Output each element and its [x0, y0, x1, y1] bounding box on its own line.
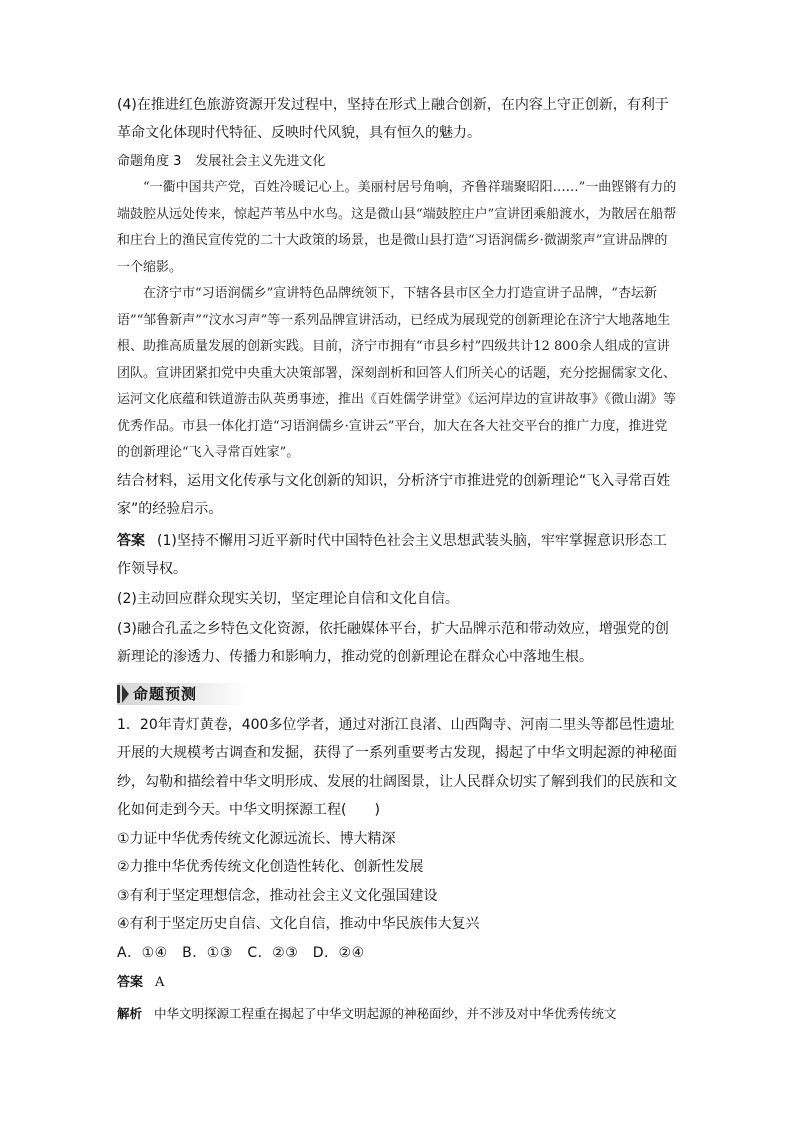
material-paragraph-1: “一衢中国共产党，百姓冷暖记心上。美丽村居号角响，齐鲁祥瑞聚昭阳……”一曲铿锵有力的端鼓腔从远处传来，惊起芦苇丛中水鸟。这是微山县“端鼓腔庄户”宣讲团乘船渡水，为散居在船帮和庄台上的渔民宣传党的二十大政策的场景，也是微山县打造“习语润儒乡·微湖浆声”宣讲品牌的一个缩影。 [117, 180, 677, 275]
question-angle-heading [117, 148, 677, 175]
question-1-analysis [117, 1001, 677, 1027]
answer-item-1 [117, 527, 677, 583]
question-1-option-2: ②力推中华优秀传统文化创造性转化、创新性发展 [117, 859, 424, 875]
answer-label: 答案 [117, 975, 144, 990]
page-content [117, 91, 677, 1027]
analysis-label: 解析 [117, 1006, 143, 1021]
angle-title: 发展社会主义先进文化 [195, 154, 326, 169]
analysis-point-4: (4)在推进红色旅游资源开发过程中，坚持在形式上融合创新，在内容上守正创新，有利于革命文化体现时代特征、反映时代风貌，具有恒久的魅力。 [117, 97, 669, 141]
question-1-choices: A．①④ B．①③ C．②③ D．②④ [117, 944, 365, 961]
section-header [117, 683, 247, 705]
question-1-option-3: ③有利于坚定理想信念，推动社会主义文化强国建设 [117, 887, 438, 904]
answer-item-2: (2)主动回应群众现实关切，坚定理论自信和文化自信。 [117, 590, 459, 607]
section-marker-icon [117, 685, 129, 703]
question-1-option-1: ①力证中华优秀传统文化源远流长、博大精深 [117, 830, 396, 847]
answer-label: 答案 [117, 532, 145, 549]
question-1-option-4: ④有利于坚定历史自信、文化自信，推动中华民族伟大复兴 [117, 916, 480, 932]
question-1-answer [117, 969, 677, 997]
angle-label: 命题角度 3 [117, 154, 182, 169]
question-1-stem: 1．20年青灯黄卷，400多位学者，通过对浙江良渚、山西陶寺、河南二里头等都邑性遗址开展的大规模考古调查和发掘，获得了一系列重要考古发现，揭起了中华文明起源的神秘面纱，勾勒和描绘着中华文明形成、发展的壮阔图景，让人民群众切实了解到我们的民族和文化如何走到今天。中华文明探源工程( ) [117, 716, 677, 818]
material-paragraph-2: 在济宁市“习语润儒乡”宣讲特色品牌统领下，下辖各县市区全力打造宣讲子品牌，“杏坛新语”“邹鲁新声”“汶水习声”等一系列品牌宣讲活动，已经成为展现党的创新理论在济宁大地落地生根、助推高质量发展的创新实践。目前，济宁市拥有“市县乡村”四级共计12 800余人组成的宣讲团队。宣讲团紧扣党中央重大决策部署，深刻剖析和回答人们所关心的话题，充分挖掘儒家文化、运河文化底蕴和铁道游击队英勇事迹，推出《百姓儒学讲堂》《运河岸边的宣讲故事》《微山湖》等优秀作品。市县一体化打造“习语润儒乡·宣讲云”平台，加大在各大社交平台的推广力度，推进党的创新理论“飞入寻常百姓家”。 [117, 286, 677, 460]
answer-text-1: (1)坚持不懈用习近平新时代中国特色社会主义思想武装头脑，牢牢掌握意识形态工作领导权。 [117, 532, 667, 577]
answer-item-3: (3)融合孔孟之乡特色文化资源，依托融媒体平台，扩大品牌示范和带动效应，增强党的创新理论的渗透力、传播力和影响力，推动党的创新理论在群众心中落地生根。 [117, 620, 669, 665]
section-title: 命题预测 [133, 685, 198, 703]
answer-value: A [155, 975, 165, 990]
analysis-text: 中华文明探源工程重在揭起了中华文明起源的神秘面纱，并不涉及对中华优秀传统文 [154, 1006, 617, 1021]
question-prompt: 结合材料，运用文化传承与文化创新的知识，分析济宁市推进党的创新理论“飞入寻常百姓家”的经验启示。 [117, 472, 671, 517]
